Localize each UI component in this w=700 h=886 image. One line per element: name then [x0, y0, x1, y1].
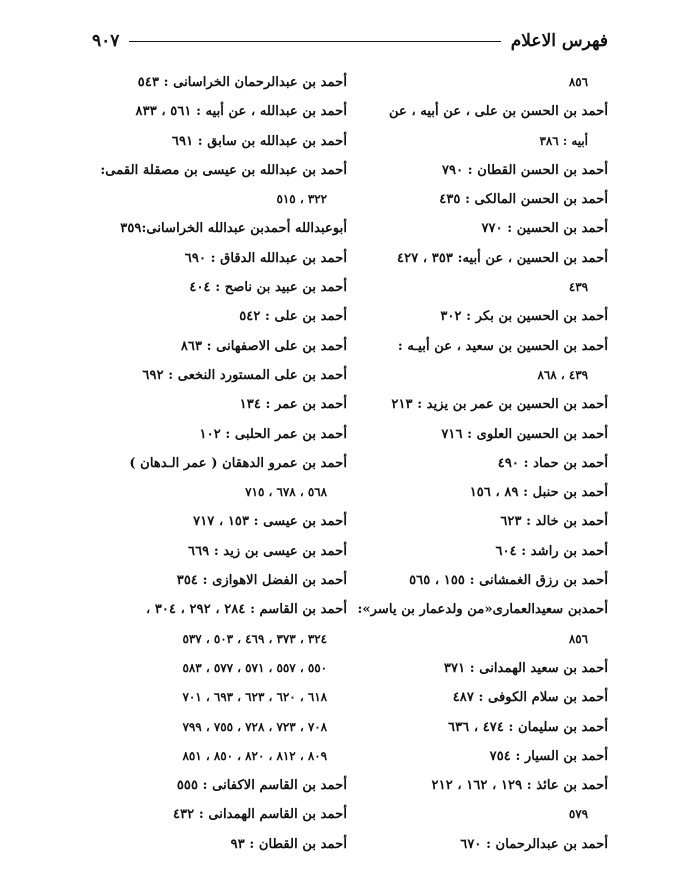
- index-entry: أحمد بن على المستورد النخعى : ٦٩٢: [142, 367, 347, 383]
- index-entry: أحمد بن حماد : ٤٩٠: [497, 455, 608, 471]
- index-entry: أحمد بن عبدالله بن سابق : ٦٩١: [171, 133, 347, 149]
- index-entry: أحمد بن عبدالرحمان : ٦٧٠: [460, 836, 608, 852]
- right-column: [353, 68, 608, 868]
- index-entry-continuation: ٥٧٩: [568, 807, 588, 822]
- index-entry-continuation: ٤٣٩ ، ٨٦٨: [537, 367, 588, 382]
- index-entry: أحمدبن سعيدالعمارى«من ولدعمار بن ياسر»:: [357, 602, 608, 618]
- index-entry: أحمد بن عيسى بن زيد : ٦٦٩: [187, 543, 347, 559]
- index-entry: أحمد بن عبدالرحمان الخراسانى : ٥٤٣: [137, 75, 347, 90]
- index-entry-continuation: ٨٥٦: [568, 631, 588, 646]
- index-entry: أحمد بن السيار : ٧٥٤: [489, 748, 608, 764]
- running-title: فهرس الاعلام: [510, 31, 608, 51]
- index-entry-continuation: أبيه : ٣٨٦: [539, 133, 588, 148]
- page-header: [92, 28, 608, 54]
- index-entry: أحمد بن عبيد بن ناصح : ٤٠٤: [189, 280, 347, 296]
- index-entry: أحمد بن الحسين بن بكر : ٣٠٢: [440, 309, 608, 325]
- index-entry: أحمد بن سعيد الهمدانى : ٣٧١: [443, 660, 608, 676]
- index-entry: أحمد بن على الاصفهانى : ٨٦٣: [180, 338, 347, 354]
- index-entry: أحمد بن الحسين العلوى : ٧١٦: [441, 426, 608, 442]
- index-entry: أحمد بن الحسين : ٧٧٠: [481, 221, 608, 237]
- index-entry-continuation: ٧٠٨ ، ٧٢٣ ، ٧٢٨ ، ٧٥٥ ، ٧٩٩: [182, 719, 327, 734]
- index-entry: أحمد بن الحسين بن سعيد ، عن أبيـه :: [397, 338, 608, 354]
- index-entry: أحمد بن الحسين ، عن أبيه: ٣٥٣ ، ٤٢٧: [397, 250, 608, 266]
- index-entry-continuation: ٤٣٩: [568, 280, 588, 295]
- index-entry: أحمد بن القاسم الهمدانى : ٤٣٢: [173, 807, 347, 823]
- left-column: [92, 68, 347, 868]
- index-entry: أحمد بن على : ٥٤٢: [239, 309, 347, 325]
- index-entry: أحمد بن راشد : ٦٠٤: [495, 543, 608, 559]
- index-entry: أحمد بن عمر : ١٣٤: [239, 397, 347, 413]
- index-entry: أحمد بن الفضل الاهوازى : ٣٥٤: [176, 573, 347, 589]
- index-entry-continuation: ٣٢٤ ، ٣٧٣ ، ٤٦٩ ، ٥٠٣ ، ٥٣٧: [182, 631, 327, 646]
- index-entry: أحمد بن عمر الحلبى : ١٠٢: [199, 426, 347, 442]
- index-entry: أحمد بن حنبل : ٨٩ ، ١٥٦: [469, 485, 608, 501]
- index-entry: أحمد بن القاسم الاكفانى : ٥٥٥: [176, 778, 347, 794]
- index-entry: أحمد بن عبدالله الدقاق : ٦٩٠: [184, 250, 347, 266]
- index-entry: أحمد بن عمرو الدهقان ( عمر الـدهان ): [129, 455, 347, 471]
- index-entry-continuation: ٨٥٦: [568, 75, 588, 89]
- index-entry: أحمد بن عائذ : ١٢٩ ، ١٦٢ ، ٢١٢: [431, 778, 608, 794]
- index-entry-continuation: ٨٠٩ ، ٨١٢ ، ٨٢٠ ، ٨٥٠ ، ٨٥١: [182, 748, 327, 763]
- index-entry: أحمد بن القطان : ٩٣: [230, 836, 347, 852]
- index-entry: أحمد بن القاسم : ٢٨٤ ، ٢٩٢ ، ٣٠٤ ،: [145, 602, 347, 618]
- index-entry: أحمد بن سليمان : ٤٧٤ ، ٦٣٦: [448, 719, 608, 735]
- index-entry: أحمد بن سلام الكوفى : ٤٨٧: [452, 690, 608, 706]
- index-entry: أحمد بن الحسن القطان : ٧٩٠: [441, 162, 608, 178]
- index-entry-continuation: ٥٦٨ ، ٦٧٨ ، ٧١٥: [245, 485, 327, 500]
- page-number: ٩٠٧: [92, 31, 120, 51]
- index-entry: أحمد بن عيسى : ١٥٣ ، ٧١٧: [193, 514, 347, 530]
- index-entry: أبوعبدالله أحمدبن عبدالله الخراسانى:٣٥٩: [120, 221, 347, 237]
- index-entry: أحمد بن الحسين بن عمر بن يزيد : ٢١٣: [391, 397, 608, 413]
- header-rule: [129, 41, 500, 42]
- index-entry: أحمد بن عبدالله ، عن أبيه : ٥٦١ ، ٨٣٣: [135, 104, 347, 120]
- index-entry: أحمد بن رزق الغمشانى : ١٥٥ ، ٥٦٥: [409, 573, 608, 589]
- index-entry: أحمد بن خالد : ٦٢٣: [500, 514, 608, 530]
- index-entry-continuation: ٥٥٠ ، ٥٥٧ ، ٥٧١ ، ٥٧٧ ، ٥٨٣: [182, 660, 327, 675]
- index-entry: أحمد بن الحسن المالكى : ٤٣٥: [439, 192, 608, 208]
- index-entry: أحمد بن عبدالله بن عيسى بن مصقلة القمى:: [100, 162, 347, 178]
- index-entry-continuation: ٣٢٢ ، ٥١٥: [276, 192, 327, 207]
- index-entry-continuation: ٦١٨ ، ٦٢٠ ، ٦٢٣ ، ٦٩٣ ، ٧٠١: [182, 690, 327, 705]
- index-entry: أحمد بن الحسن بن على ، عن أبيه ، عن: [388, 104, 608, 120]
